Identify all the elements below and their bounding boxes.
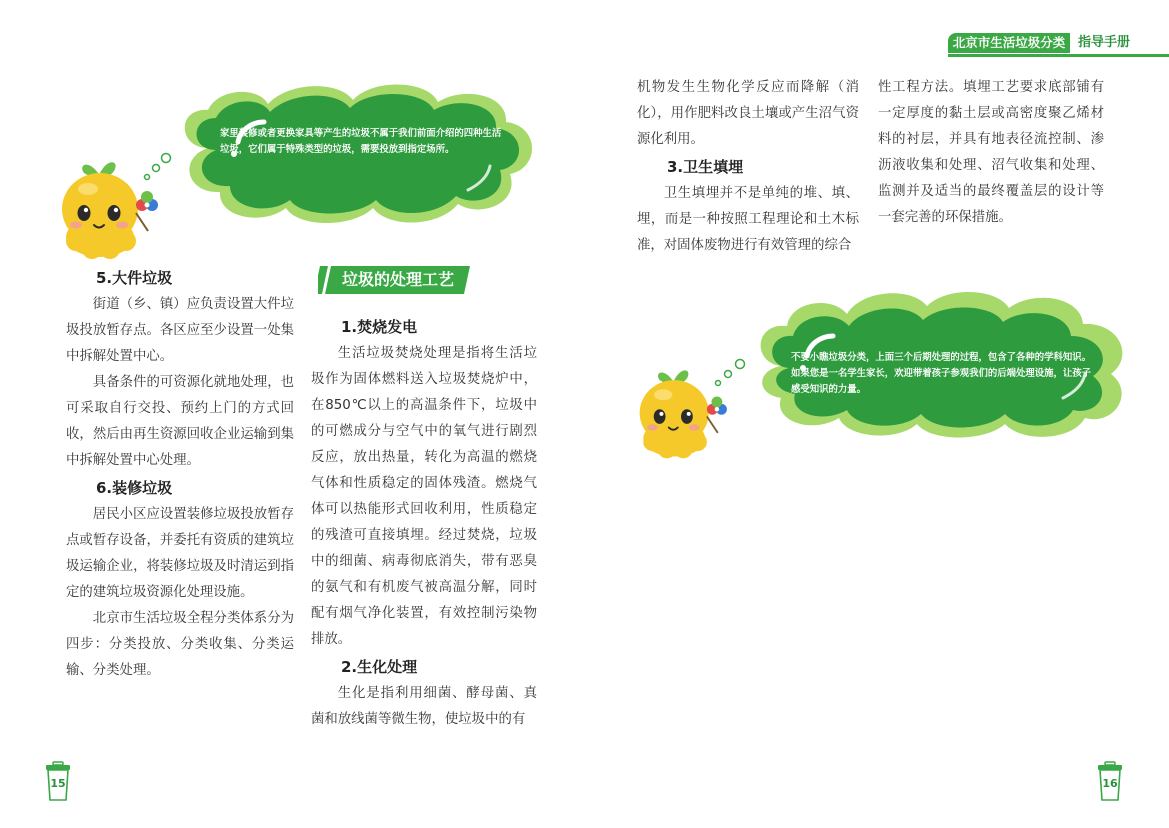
heading-renovation-waste: 6.装修垃圾 [96,479,173,497]
heading-biochemical: 2.生化处理 [341,658,418,676]
paragraph: 卫生填埋并不是单纯的堆、填、埋，而是一种按照工程理论和土木标准，对固体废物进行有效管理的综合 [637,186,859,253]
header-subtitle: 指导手册 [1078,35,1131,50]
paragraph: 居民小区应设置装修垃圾投放暂存点或暂存设备，并委托有资质的建筑垃圾运输企业，将装修垃圾及时清运到指定的建筑垃圾资源化处理设施。 [66,507,294,600]
paragraph: 生化是指利用细菌、酵母菌、真菌和放线菌等微生物，使垃圾中的有 [311,686,537,727]
text-column-1 [66,264,294,684]
header-title: 北京市生活垃圾分类 [948,33,1070,53]
mascot-icon [58,155,168,261]
heading-bulky-waste: 5.大件垃圾 [96,269,173,287]
heading-incineration: 1.焚烧发电 [341,318,418,336]
paragraph: 具备条件的可资源化就地处理，也可采取自行交投、预约上门的方式回收，然后由再生资源回收企业运输到集中拆解处置中心处理。 [66,375,294,468]
text-column-2 [311,313,537,733]
page-number: 16 [1097,760,1123,802]
cloud-text: 不要小瞧垃圾分类，上面三个后期处理的过程，包含了各种的学科知识。如果您是一名学生家长，欢迎带着孩子参观我们的后端处理设施，让孩子感受知识的力量。 [791,352,1092,395]
paragraph: 生活垃圾焚烧处理是指将生活垃圾作为固体燃料送入垃圾焚烧炉中，在850℃以上的高温条件下，垃圾中的可燃成分与空气中的氧气进行剧烈反应，放出热量，转化为高温的燃烧气体和性质稳定的固体残渣。燃烧气体可以热能形式回收利用，性质稳定的残渣可直接填埋。经过焚烧，垃圾中的细菌、病毒彻底消失，带有恶臭的氨气和有机废气被高温分解，同时配有烟气净化装置，有效控制污染物排放。 [311,346,537,647]
speech-cloud [168,78,546,228]
section-title: 垃圾的处理工艺 [341,270,454,289]
header-rule [948,54,1169,57]
paragraph: 北京市生活垃圾全程分类体系分为四步：分类投放、分类收集、分类运输、分类处理。 [66,611,294,678]
heading-landfill: 3.卫生填埋 [667,158,744,176]
speech-cloud [751,286,1147,442]
text-column-4 [878,75,1104,231]
paragraph-continued: 性工程方法。填埋工艺要求底部铺有一定厚度的黏土层或高密度聚乙烯材料的衬层，并具有地表径流控制、渗沥液收集和处理、沼气收集和处理、监测并及适当的最终覆盖层的设计等一套完善的环保措施。 [878,80,1104,225]
left-page [0,0,584,828]
paragraph: 街道（乡、镇）应负责设置大件垃圾投放暂存点。各区应至少设置一处集中拆解处置中心。 [66,297,294,364]
cloud-text: 家里装修或者更换家具等产生的垃圾不属于我们前面介绍的四种生活垃圾，它们属于特殊类型的垃圾，需要投放到指定场所。 [220,128,502,155]
text-column-3 [637,75,859,259]
mascot-icon [636,362,736,462]
page-number: 15 [45,760,71,802]
paragraph-continued: 机物发生生物化学反应而降解（消化），用作肥料改良土壤或产生沼气资源化利用。 [637,80,859,147]
section-title-banner [318,264,470,296]
running-header [948,33,1169,53]
